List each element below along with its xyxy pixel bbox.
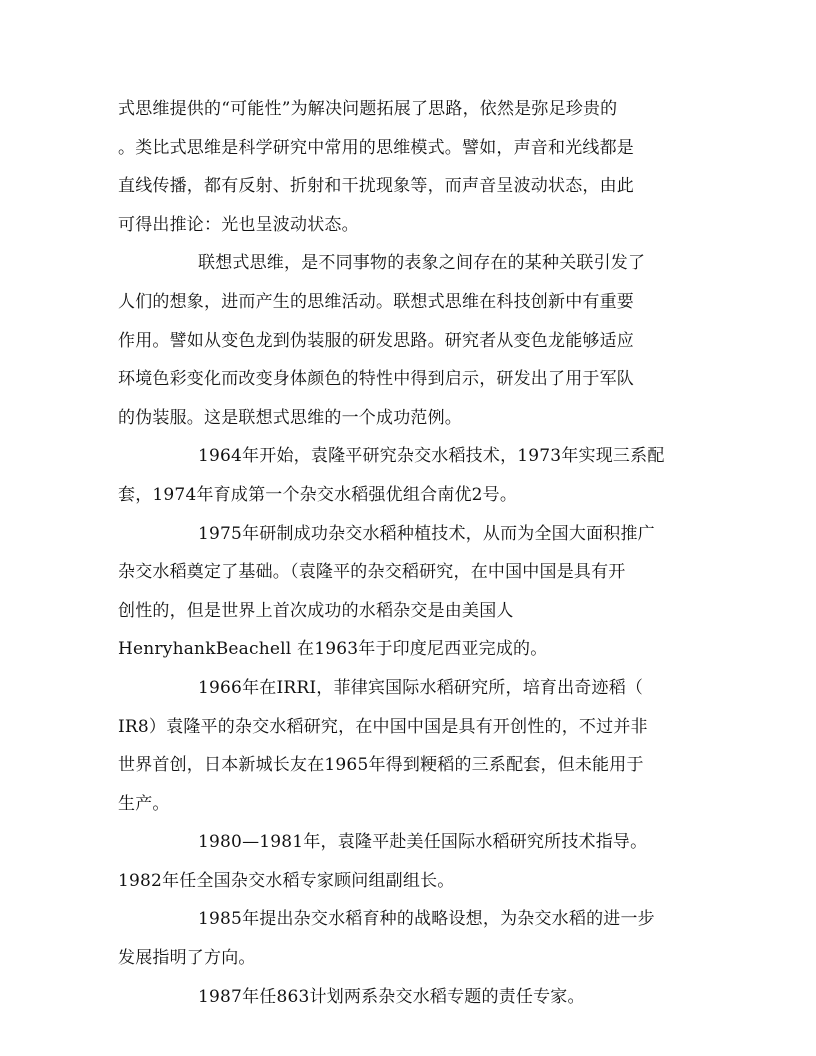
text-line: 套，1974年育成第一个杂交水稻强优组合南优2号。	[118, 484, 518, 505]
paragraph	[118, 978, 698, 1017]
paragraph	[118, 437, 698, 514]
text-line: 世界首创，日本新城长友在1965年得到粳稻的三系配套，但未能用于	[118, 755, 644, 776]
text-line: HenryhankBeachell 在1963年于印度尼西亚完成的。	[118, 639, 548, 660]
paragraph	[118, 90, 698, 244]
text-line: 1975年研制成功杂交水稻种植技术，从而为全国大面积推广	[198, 523, 655, 544]
text-line: 人们的想象，进而产生的思维活动。联想式思维在科技创新中有重要	[118, 291, 634, 312]
text-line: IR8）袁隆平的杂交水稻研究，在中国中国是具有开创性的，不过并非	[118, 716, 648, 737]
text-line: 可得出推论：光也呈波动状态。	[118, 214, 359, 235]
text-line: 环境色彩变化而改变身体颜色的特性中得到启示，研发出了用于军队	[118, 369, 634, 390]
text-line: 1980—1981年，袁隆平赴美任国际水稻研究所技术指导。	[198, 832, 648, 853]
text-line: 杂交水稻奠定了基础。（袁隆平的杂交稻研究，在中国中国是具有开	[118, 562, 626, 583]
text-line: 联想式思维，是不同事物的表象之间存在的某种关联引发了	[198, 253, 646, 274]
paragraph	[118, 515, 698, 669]
text-line: 创性的，但是世界上首次成功的水稻杂交是由美国人	[118, 600, 514, 621]
text-line: 的伪装服。这是联想式思维的一个成功范例。	[118, 407, 462, 428]
text-line: 式思维提供的“可能性”为解决问题拓展了思路，依然是弥足珍贵的	[118, 99, 618, 119]
text-line: 1985年提出杂交水稻育种的战略设想，为杂交水稻的进一步	[198, 909, 655, 930]
document-body	[118, 90, 698, 1016]
text-line: 直线传播，都有反射、折射和干扰现象等，而声音呈波动状态，由此	[118, 176, 634, 197]
text-line: 1964年开始，袁隆平研究杂交水稻技术，1973年实现三系配	[198, 446, 665, 467]
paragraph	[118, 900, 698, 977]
text-line: 1982年任全国杂交水稻专家顾问组副组长。	[118, 870, 455, 891]
text-line: 。类比式思维是科学研究中常用的思维模式。譬如，声音和光线都是	[118, 137, 634, 158]
paragraph	[118, 244, 698, 437]
paragraph	[118, 669, 698, 823]
paragraph	[118, 823, 698, 900]
text-line: 作用。譬如从变色龙到伪装服的研发思路。研究者从变色龙能够适应	[118, 330, 634, 351]
text-line: 1987年任863计划两系杂交水稻专题的责任专家。	[198, 986, 585, 1007]
text-line: 1966年在IRRI，菲律宾国际水稻研究所，培育出奇迹稻（	[198, 677, 644, 698]
text-line: 生产。	[118, 793, 170, 814]
text-line: 发展指明了方向。	[118, 948, 256, 969]
